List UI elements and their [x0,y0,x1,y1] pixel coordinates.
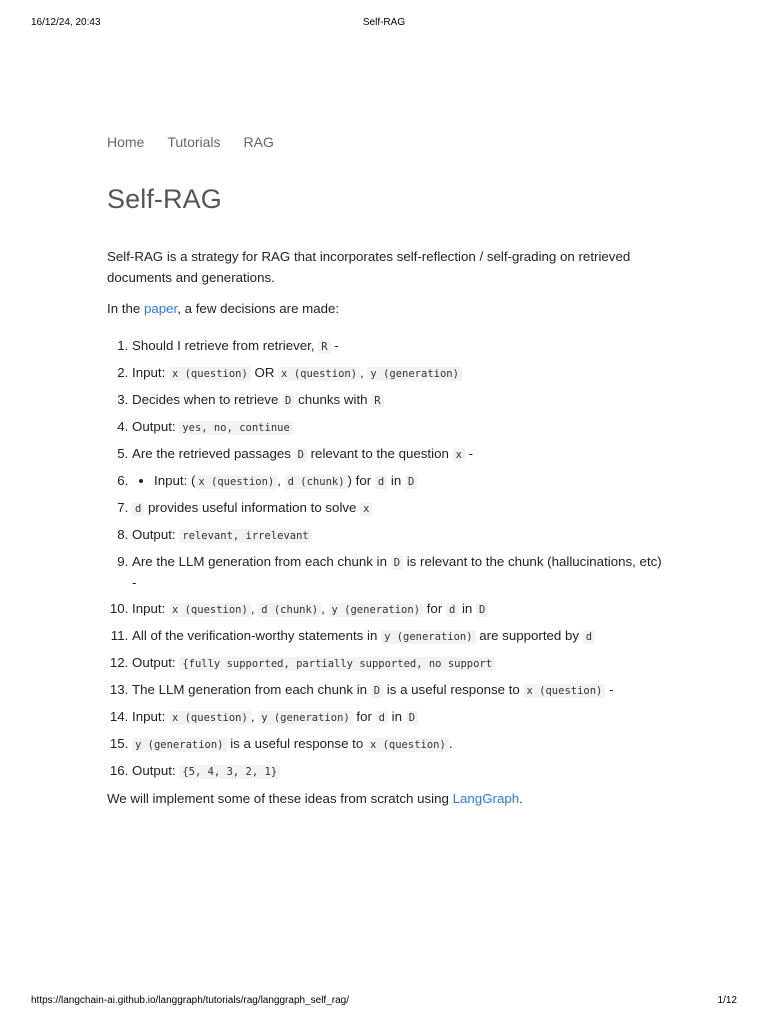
inline-code: yes, no, continue [179,421,292,435]
inline-code: y (generation) [381,630,476,644]
inline-code: {fully supported, partially supported, no support [179,657,495,671]
text-segment: in [387,472,405,488]
step-item [132,363,667,385]
inline-code: x (question) [195,475,277,489]
text-segment: is a useful response to [226,736,367,751]
text-segment: - [605,682,614,697]
decisions-paragraph [107,299,667,320]
text-segment: in [458,601,477,616]
step-item [132,761,667,783]
inline-code: d [132,502,144,516]
text-segment: Should I retrieve from retriever, [132,337,319,353]
inline-code: D [371,684,383,698]
outro-prefix: We will implement some of these ideas from scratch using [107,790,453,806]
print-title: Self-RAG [362,17,406,28]
inline-code: x (question) [278,367,360,381]
inline-code: d [446,603,458,617]
breadcrumb-tutorials[interactable]: Tutorials [167,134,221,150]
step-item [132,653,667,675]
text-segment: chunks with [294,391,372,407]
text-segment: Input: ( [154,472,196,488]
inline-code: x (question) [524,684,606,698]
inline-code: x (question) [367,738,449,752]
inline-code: y (generation) [132,738,227,752]
text-segment: for [352,709,376,724]
decisions-prefix: In the [107,301,144,316]
step-item [132,734,667,756]
text-segment: , [250,709,259,724]
inline-code: d (chunk) [258,603,321,617]
text-segment: , [321,601,329,616]
print-url: https://langchain-ai.github.io/langgraph/tutorials/rag/langgraph_self_rag/ [31,995,349,1006]
breadcrumb-home[interactable]: Home [107,134,145,150]
text-segment: Decides when to retrieve [132,391,283,407]
text-segment: for [423,601,446,616]
text-segment: Output: [132,655,180,670]
text-segment: OR [250,364,279,380]
text-segment: , [277,472,285,488]
step-item [132,471,667,493]
step-item [132,680,667,702]
inline-code: x (question) [169,367,251,381]
inline-code: relevant, irrelevant [179,529,311,543]
inline-code: D [391,556,403,570]
step-item [132,417,667,439]
print-footer [0,995,768,1009]
text-segment: - [464,445,474,461]
print-page-number: 1/12 [717,995,737,1006]
text-segment: relevant to the question [306,445,453,461]
text-segment: Output: [132,418,180,434]
text-segment: The LLM generation from each chunk in [132,682,371,697]
breadcrumb [107,132,667,152]
inline-code: D [476,603,488,617]
step-item [132,599,667,621]
inline-code: R [371,394,383,408]
text-segment: , [360,364,368,380]
step-item [132,444,667,466]
inline-code: y (generation) [329,603,424,617]
text-segment: Are the retrieved passages [132,445,295,461]
sub-list-item [154,471,667,493]
article-body [107,247,667,809]
inline-code: {5, 4, 3, 2, 1} [179,765,280,779]
step-item [132,336,667,358]
inline-code: y (generation) [367,367,462,381]
inline-code: D [405,475,417,489]
text-segment: is relevant to the chunk (hallucinations, etc) - [132,553,662,590]
text-segment: Input: [132,601,169,616]
step-item [132,552,667,594]
sub-list [132,471,667,493]
text-segment: All of the verification-worthy statements in [132,628,382,643]
decisions-suffix: , a few decisions are made: [177,301,340,316]
inline-code: D [406,711,418,725]
text-segment: provides useful information to solve [144,499,361,515]
step-item [132,626,667,648]
inline-code: d [376,711,388,725]
step-item [132,498,667,520]
inline-code: x [360,502,372,516]
step-item [132,707,667,729]
text-segment: Are the LLM generation from each chunk in [132,553,391,569]
print-datetime: 16/12/24, 20:43 [31,17,101,28]
print-header [0,17,768,31]
text-segment: Output: [132,763,180,778]
inline-code: x (question) [169,603,251,617]
inline-code: d [375,475,387,489]
decision-steps-list [107,336,667,783]
article [107,132,667,806]
step-item [132,525,667,547]
text-segment: is a useful response to [383,682,524,697]
step-item [132,390,667,412]
breadcrumb-rag[interactable]: RAG [243,134,274,150]
langgraph-link[interactable]: LangGraph [452,790,520,806]
text-segment: ) for [347,472,375,488]
text-segment: Output: [132,526,180,542]
inline-code: x [453,448,465,462]
inline-code: d [583,630,595,644]
text-segment: in [387,709,406,724]
text-segment: Input: [132,364,169,380]
inline-code: D [282,394,294,408]
text-segment: . [448,736,453,751]
inline-code: D [295,448,307,462]
inline-code: y (generation) [258,711,353,725]
intro-paragraph: Self-RAG is a strategy for RAG that incorporates self-reflection / self-grading on retrieved documents and generations. [107,249,631,285]
text-segment: - [330,337,339,353]
inline-code: x (question) [169,711,251,725]
outro-paragraph [107,789,667,810]
text-segment: , [250,601,259,616]
outro-suffix: . [519,790,523,806]
paper-link[interactable]: paper [143,301,178,316]
page-title: Self-RAG [107,184,222,214]
inline-code: d (chunk) [285,475,348,489]
text-segment: Input: [132,709,169,724]
inline-code: R [318,340,330,354]
text-segment: are supported by [475,628,583,643]
